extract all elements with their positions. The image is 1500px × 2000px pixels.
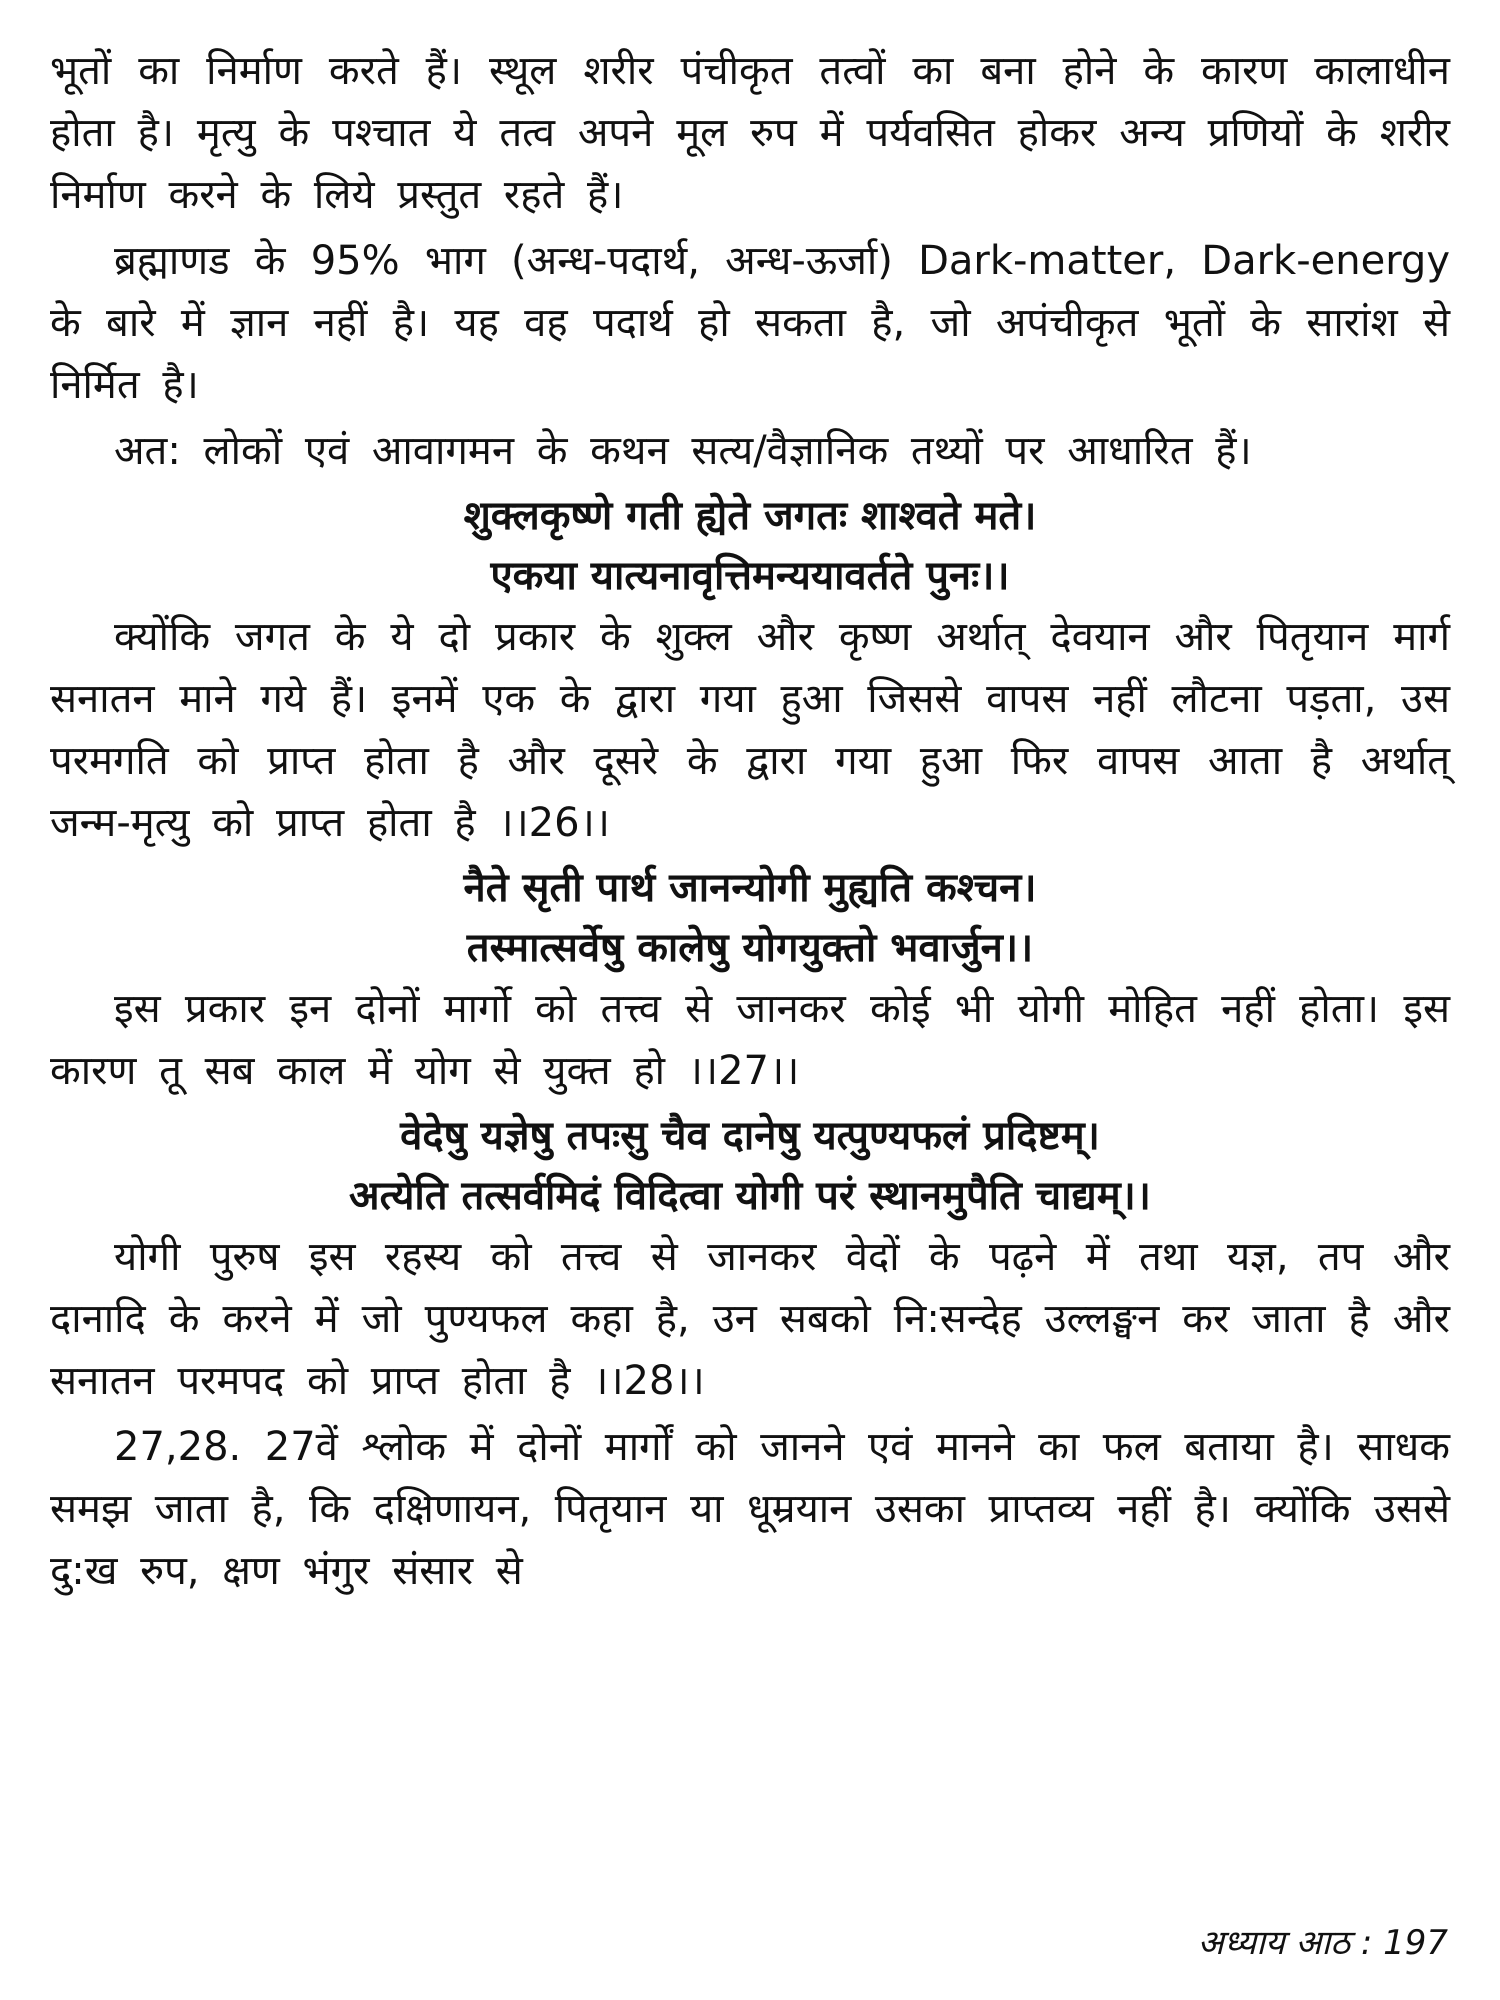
paragraph-conclusion: अत: लोकों एवं आवागमन के कथन सत्य/वैज्ञानिक तथ्यों पर आधारित हैं।: [114, 428, 1252, 474]
verse-26-line-1: शुक्लकृष्णे गती ह्येते जगतः शाश्वते मते।: [463, 493, 1037, 539]
verse-26-line-2: एकया यात्यनावृत्तिमन्ययावर्तते पुनः।।: [490, 553, 1010, 599]
paragraph-verse-28-meaning: योगी पुरुष इस रहस्य को तत्त्व से जानकर वेदों के पढ़ने में तथा यज्ञ, तप और दानादि के करने में जो पुण्यफल कहा है, उन सबको नि:सन्देह उल्लङ्घन कर जाता है और सनातन परमपद को प्राप्त होता है ।।28।।: [50, 1234, 1450, 1404]
verse-28-line-1: वेदेषु यज्ञेषु तपःसु चैव दानेषु यत्पुण्यफलं प्रदिष्टम्।: [400, 1113, 1100, 1159]
page-content: [50, 40, 1450, 1940]
verse-27-line-2: तस्मात्सर्वेषु कालेषु योगयुक्तो भवार्जुन।।: [466, 925, 1034, 971]
page-footer: अध्याय आठ : 197: [1197, 1923, 1448, 1963]
paragraph-intro: भूतों का निर्माण करते हैं। स्थूल शरीर पंचीकृत तत्वों का बना होने के कारण कालाधीन होता है। मृत्यु के पश्चात ये तत्व अपने मूल रुप में पर्यवसित होकर अन्य प्रणियों के शरीर निर्माण करने के लिये प्रस्तुत रहते हैं।: [50, 48, 1450, 218]
verse-28-line-2: अत्येति तत्सर्वमिदं विदित्वा योगी परं स्थानमुपैति चाद्यम्।।: [349, 1173, 1151, 1219]
paragraph-dark-matter: ब्रह्माणड के 95% भाग (अन्ध-पदार्थ, अन्ध-ऊर्जा) Dark-matter, Dark-energy के बारे में ज्ञान नहीं है। यह वह पदार्थ हो सकता है, जो अपंचीकृत भूतों के सारांश से निर्मित है।: [50, 238, 1450, 408]
paragraph-verse-27-meaning: इस प्रकार इन दोनों मार्गो को तत्त्व से जानकर कोई भी योगी मोहित नहीं होता। इस कारण तू सब काल में योग से युक्त हो ।।27।।: [50, 986, 1450, 1094]
verse-27-line-1: नैते सृती पार्थ जानन्योगी मुह्यति कश्चन।: [463, 865, 1037, 911]
paragraph-verse-26-meaning: क्योंकि जगत के ये दो प्रकार के शुक्ल और कृष्ण अर्थात् देवयान और पितृयान मार्ग सनातन माने गये हैं। इनमें एक के द्वारा गया हुआ जिससे वापस नहीं लौटना पड़ता, उस परमगति को प्राप्त होता है और दूसरे के द्वारा गया हुआ फिर वापस आता है अर्थात् जन्म-मृत्यु को प्राप्त होता है ।।26।।: [50, 614, 1450, 846]
paragraph-commentary: 27,28. 27वें श्लोक में दोनों मार्गों को जानने एवं मानने का फल बताया है। साधक समझ जाता है, कि दक्षिणायन, पितृयान या धूम्रयान उसका प्राप्तव्य नहीं है। क्योंकि उससे दु:ख रुप, क्षण भंगुर संसार से: [50, 1424, 1450, 1594]
